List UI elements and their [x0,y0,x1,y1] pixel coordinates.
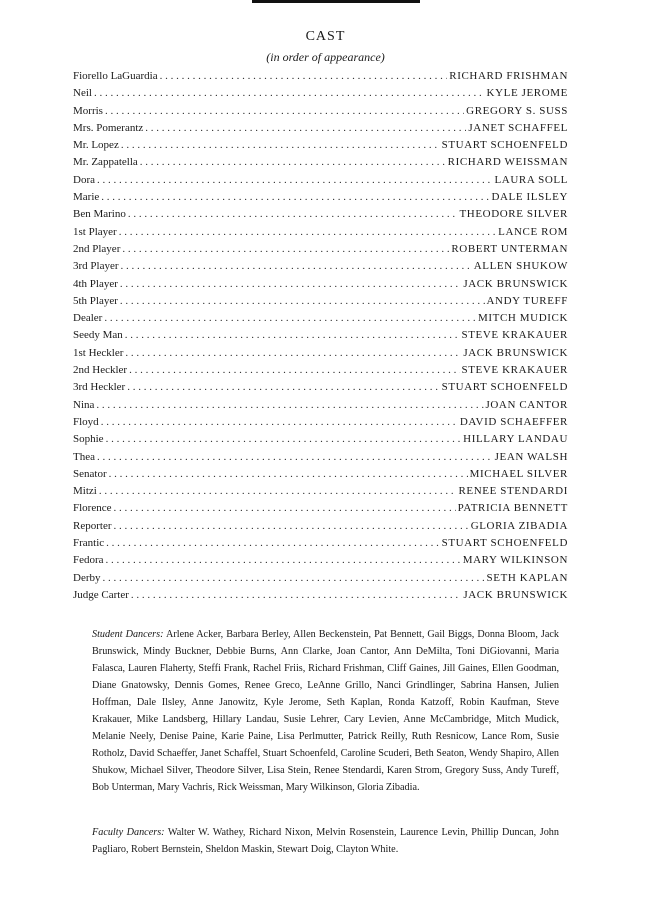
dot-leader [99,485,457,497]
cast-row [73,347,568,364]
cast-actor: PATRICIA BENNETT [457,502,568,515]
dot-leader [113,502,455,514]
cast-row [73,208,568,225]
dot-leader [145,122,466,134]
cast-row [73,243,568,260]
cast-role: Judge Carter [73,588,129,601]
faculty-dancers-heading: Faculty Dancers: [92,827,165,838]
faculty-dancers-paragraph [92,824,559,858]
dot-leader [113,520,468,532]
top-rule [252,0,420,3]
cast-actor: MICHAEL SILVER [469,467,568,480]
cast-row [73,416,568,433]
cast-row [73,156,568,173]
cast-role: Nina [73,398,95,411]
cast-actor: HILLARY LANDAU [463,433,568,446]
cast-actor: JACK BRUNSWICK [463,346,568,359]
dot-leader [105,105,464,117]
cast-role: Neil [73,87,92,100]
dot-leader [129,364,459,376]
page-title: CAST [305,29,346,44]
dot-leader [97,451,493,463]
cast-actor: JOAN CANTOR [485,398,568,411]
cast-actor: LAURA SOLL [494,173,568,186]
cast-role: 4th Player [73,277,118,290]
cast-row [73,105,568,122]
dot-leader [101,416,458,428]
cast-actor: KYLE JEROME [486,87,568,100]
cast-row [73,174,568,191]
cast-row [73,537,568,554]
cast-actor: MITCH MUDICK [477,312,568,325]
dot-leader [122,243,449,255]
dot-leader [106,537,439,549]
dot-leader [121,260,472,272]
cast-role: Fedora [73,554,104,567]
cast-role: Senator [73,467,107,480]
cast-role: Fiorello LaGuardia [73,70,158,82]
dot-leader [106,554,461,566]
cast-row [73,589,568,606]
cast-row [73,295,568,312]
dot-leader [125,347,461,359]
cast-row [73,329,568,346]
cast-actor: MARY WILKINSON [462,554,568,567]
dot-leader [121,139,440,151]
cast-actor: THEODORE SILVER [459,208,568,221]
cast-row [73,468,568,485]
dot-leader [119,226,496,238]
cast-row [73,485,568,502]
cast-role: Reporter [73,519,112,532]
cast-role: Sophie [73,433,104,446]
dot-leader [140,156,446,168]
cast-role: 3rd Heckler [73,381,126,394]
cast-role: Mrs. Pomerantz [73,121,144,134]
cast-list [73,70,568,606]
cast-row [73,433,568,450]
student-dancers-names: Arlene Acker, Barbara Berley, Allen Beckenstein, Pat Bennett, Gail Biggs, Donna Bloom, Jack Brunswick, Mindy Buckner, Debbie Burns, Ann Clarke, Joan Cantor, Ann DeMilta, Toni DiGiovanni, Maria Falasca, Lauren Flaherty, Steffi Frank, Rachel Friis, Richard Frishman, Cliff Gaines, Jill Gaines, Ellen Goodman, Diane Gnatowsky, Dennis Gomes, Renee Greco, LeAnne Grillo, Nanci Grindlinger, Sabrina Hansen, Julien Hoffman, Dale Ilsley, Anne Janowitz, Kyle Jerome, Seth Kaplan, Ronda Katzoff, Robin Kaufman, Steve Krakauer, Mike Landsberg, Hillary Landau, Susie Lehrer, Cary Levien, Anne McCambridge, Mitch Mudick, Melanie Neely, Denise Paine, Karie Paine, Lisa Perlmutter, Patrick Reilly, Ruth Resnicow, Lance Rom, Susie Rotholz, David Schaeffer, Janet Schaffel, Stuart Schoenfeld, Caroline Scuderi, Beth Seaton, Wendy Shapiro, Allen Shukow, Michael Silver, Theodore Silver, Lisa Stein, Renee Stendardi, Karen Strom, Gregory Suss, Andy Tureff, Bob Unterman, Mary Vachris, Rick Weissman, Mary Wilkinson, Gloria Zibadia. [92,629,560,793]
cast-role: Dealer [73,312,103,325]
cast-row [73,399,568,416]
dot-leader [106,433,462,445]
cast-row [73,260,568,277]
cast-actor: STEVE KRAKAUER [461,329,568,342]
faculty-dancers-names: Walter W. Wathey, Richard Nixon, Melvin Rosenstein, Laurence Levin, Phillip Duncan, John Pagliaro, Robert Bernstein, Sheldon Maskin, Stewart Doig, Clayton White. [92,827,559,855]
cast-row [73,122,568,139]
cast-actor: JEAN WALSH [494,450,568,463]
dot-leader [109,468,468,480]
cast-actor: RENEE STENDARDI [458,485,568,498]
cast-role: Dora [73,173,95,186]
cast-row [73,554,568,571]
dot-leader [120,278,461,290]
cast-actor: GLORIA ZIBADIA [470,519,568,532]
dot-leader [104,312,476,324]
dot-leader [120,295,485,307]
cast-row [73,70,568,87]
cast-row [73,520,568,537]
dot-leader [125,329,460,341]
cast-role: Mitzi [73,485,97,498]
cast-actor: STUART SCHOENFELD [441,381,568,394]
cast-actor: JANET SCHAFFEL [468,121,568,134]
cast-actor: SETH KAPLAN [486,571,568,584]
cast-actor: ROBERT UNTERMAN [451,242,568,255]
cast-role: Thea [73,450,95,463]
cast-role: Frantic [73,537,105,550]
dot-leader [101,191,489,203]
cast-role: 1st Player [73,225,117,238]
dot-leader [96,399,483,411]
cast-role: Morris [73,104,103,117]
cast-actor: STUART SCHOENFELD [441,139,568,152]
cast-actor: DALE ILSLEY [491,191,568,204]
cast-row [73,381,568,398]
student-dancers-paragraph [92,626,559,796]
dot-leader [160,70,448,82]
cast-row [73,364,568,381]
cast-role: Mr. Lopez [73,139,119,152]
cast-actor: RICHARD WEISSMAN [447,156,568,169]
cast-actor: JACK BRUNSWICK [463,277,568,290]
cast-row [73,572,568,589]
cast-row [73,278,568,295]
cast-row [73,226,568,243]
cast-role: Derby [73,571,101,584]
cast-actor: ALLEN SHUKOW [473,260,568,273]
cast-role: Marie [73,191,100,204]
cast-row [73,451,568,468]
cast-row [73,87,568,104]
cast-row [73,191,568,208]
cast-actor: LANCE ROM [498,225,568,238]
cast-role: Seedy Man [73,329,123,342]
dot-leader [128,208,458,220]
student-dancers-heading: Student Dancers: [92,629,164,640]
cast-actor: RICHARD FRISHMAN [449,70,568,82]
cast-role: 2nd Heckler [73,364,128,377]
cast-actor: ANDY TUREFF [486,294,568,307]
cast-actor: JACK BRUNSWICK [463,588,568,601]
dot-leader [103,572,485,584]
cast-role: Ben Marino [73,208,126,221]
cast-role: Mr. Zappatella [73,156,138,169]
cast-actor: STEVE KRAKAUER [461,364,568,377]
cast-row [73,312,568,329]
cast-role: Florence [73,502,112,515]
cast-role: 2nd Player [73,242,121,255]
dot-leader [97,174,492,186]
cast-role: 5th Player [73,294,118,307]
cast-actor: STUART SCHOENFELD [441,537,568,550]
cast-row [73,139,568,156]
dot-leader [94,87,485,99]
cast-actor: GREGORY S. SUSS [466,104,568,117]
dot-leader [131,589,461,601]
cast-actor: DAVID SCHAEFFER [459,415,568,428]
cast-role: 3rd Player [73,260,119,273]
page-subtitle: (in order of appearance) [266,50,385,64]
cast-role: 1st Heckler [73,346,124,359]
dot-leader [127,381,439,393]
cast-role: Floyd [73,415,99,428]
cast-row [73,502,568,519]
